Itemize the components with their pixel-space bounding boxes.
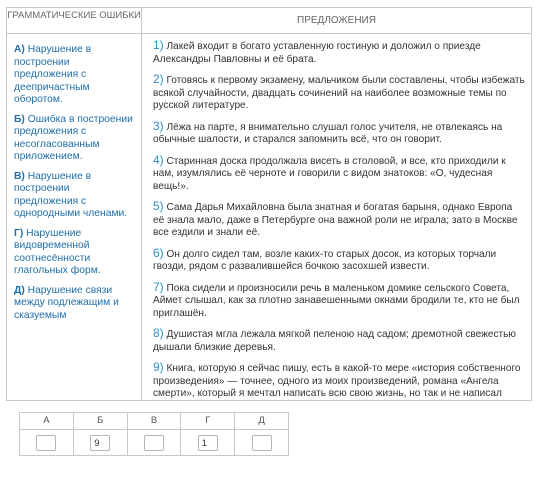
answer-label: Б [74,413,127,430]
sentence-item-5 [153,200,525,240]
error-letter: В) [14,170,25,182]
answer-cell-v [128,413,182,455]
answer-cell-b [74,413,128,455]
sentence-text: Лёжа на парте, я внимательно слушал голос учителя, не отвлекаясь на обычные шалости, и старался запомнить всё, что он говорит. [153,121,503,145]
answer-label: В [128,413,181,430]
sentence-item-7 [153,281,525,321]
sentence-item-6 [153,247,525,274]
error-text: Ошибка в построении предложения с несогласованным приложением. [14,113,133,162]
answer-label: А [20,413,73,430]
error-item-a [14,44,135,107]
answer-cell-a [20,413,74,455]
sentence-text: Лакей входит в богато уставленную гостиную и доложил о приезде Александры Павловны и её брата. [153,41,481,65]
error-text: Нарушение в построении предложения с однородными членами. [14,170,128,219]
errors-column [7,34,142,400]
sentence-text: Душистая мгла лежала мягкой пеленою над садом; дремотной свежестью дышали близкие деревья. [153,329,516,353]
error-letter: А) [14,44,25,55]
sentence-number: 9) [153,360,164,374]
answer-input-v[interactable] [144,435,164,451]
sentence-text: Книга, которую я сейчас пишу, есть в какой-то мере «история собственного произведения» — точнее, одного из моих произведений, романа «Ангела смерти», который я мечтал написать всю свою жизнь, но так и не написал [153,363,521,399]
answer-input-b[interactable]: 9 [90,435,110,451]
sentence-item-8 [153,327,525,354]
sentence-number: 6) [153,245,164,260]
answer-input-a[interactable] [36,435,56,451]
answer-table [19,412,289,456]
answer-cell-g [181,413,235,455]
sentence-number: 7) [153,279,164,294]
sentence-text: Старинная доска продолжала висеть в столовой, и все, кто приходили к нам, изумлялись её черноте и говорили с видом знатоков: «О, чудесная вещь!». [153,155,506,192]
sentences-column [142,34,531,400]
sentences-column-header: ПРЕДЛОЖЕНИЯ [142,8,531,34]
sentence-item-3 [153,120,525,147]
answer-input-g[interactable]: 1 [198,435,218,451]
sentence-number: 1) [153,38,164,52]
error-item-g [14,228,135,278]
sentence-item-2 [153,73,525,113]
sentence-number: 3) [153,118,164,133]
sentence-text: Пока сидели и произносили речь в маленьком домике сельского Совета, Аймет слышал, как за плотно занавешенными окнами бродили те, кто не был приглашён. [153,282,520,319]
error-letter: Б) [14,113,25,125]
error-item-d [14,285,135,323]
error-text: Нарушение видовременной соотнесённости глагольных форм. [14,227,101,276]
matching-table [6,7,532,401]
error-letter: Д) [14,284,25,296]
sentence-item-4 [153,154,525,194]
sentence-number: 8) [153,326,164,340]
error-text: Нарушение связи между подлежащим и сказуемым [14,284,119,321]
error-text: Нарушение в построении предложения с деепричастным оборотом. [14,44,92,105]
sentence-item-1 [153,39,525,66]
answer-label: Д [235,413,288,430]
answer-cell-d [235,413,288,455]
error-letter: Г) [14,227,24,239]
sentence-text: Готовясь к первому экзамену, мальчиком были составлены, чтобы избежать всякой случайности, двадцать сочинений на наиболее возможные темы по русской литературе. [153,75,525,111]
answer-label: Г [181,413,234,430]
error-item-b [14,114,135,164]
errors-column-header: ГРАММАТИЧЕСКИЕ ОШИБКИ [7,8,142,34]
error-item-v [14,171,135,221]
sentence-text: Сама Дарья Михайловна была знатная и богатая барыня, однако Европа её знала мало, даже в Петербурге она важной роли не играла; зато в Москве все ездили и знали её. [153,202,518,238]
sentence-number: 5) [153,199,164,213]
sentence-number: 2) [153,72,164,86]
sentence-item-9 [153,361,525,400]
answer-input-d[interactable] [252,435,272,451]
sentence-text: Он долго сидел там, возле каких-то старых досок, из которых торчали гвозди, рядом с развалившейся бочкою засохшей извести. [153,248,497,272]
sentence-number: 4) [153,152,164,167]
